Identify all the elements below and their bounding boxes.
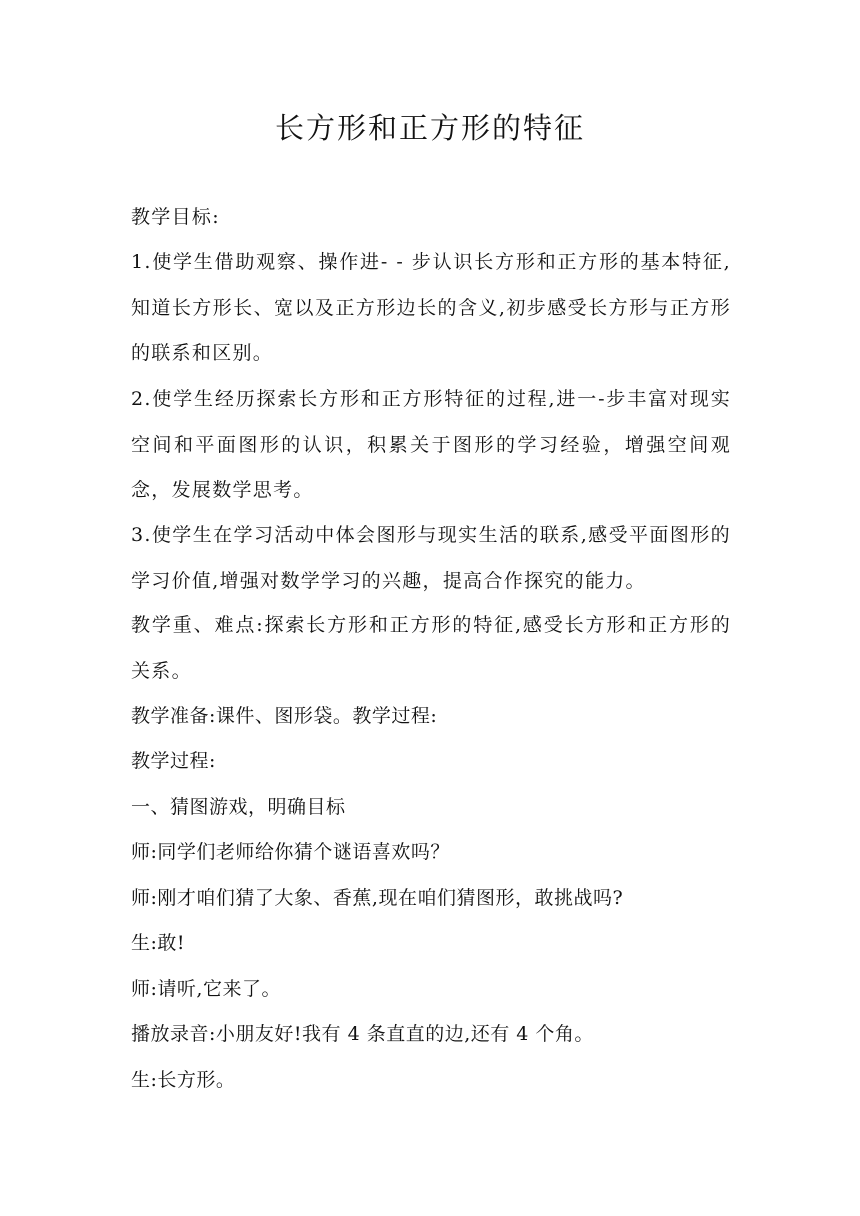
document-title: 长方形和正方形的特征 (274, 111, 585, 145)
objective-item-1: 1.使学生借助观察、操作进- - 步认识长方形和正方形的基本特征,知道长方形长、宽以及正方形边长的含义,初步感受长方形与正方形的联系和区别。 (131, 251, 731, 364)
dialogue-line: 生:长方形。 (131, 1069, 236, 1091)
key-points: 教学重、难点:探索长方形和正方形的特征,感受长方形和正方形的关系。 (131, 614, 731, 682)
dialogue-line: 师:刚才咱们猜了大象、香蕉,现在咱们猜图形，敢挑战吗? (131, 887, 624, 909)
section-heading-1: 一、猜图游戏，明确目标 (131, 796, 346, 818)
dialogue-line: 师:同学们老师给你猜个谜语喜欢吗？ (131, 841, 450, 863)
dialogue-line: 生:敢! (131, 932, 186, 954)
objective-item-2: 2.使学生经历探索长方形和正方形特征的过程,进一-步丰富对现实空间和平面图形的认识，积累关于图形的学习经验，增强空间观念，发展数学思考。 (131, 388, 731, 501)
preparation: 教学准备:课件、图形袋。教学过程: (131, 705, 438, 727)
dialogue-line: 师:请听,它来了。 (131, 978, 281, 1000)
objective-item-3: 3.使学生在学习活动中体会图形与现实生活的联系,感受平面图形的学习价值,增强对数学学习的兴趣，提高合作探究的能力。 (131, 524, 731, 592)
dialogue-line: 播放录音:小朋友好!我有 4 条直直的边,还有 4 个角。 (131, 1023, 594, 1045)
objectives-heading: 教学目标: (131, 206, 220, 228)
process-heading: 教学过程: (131, 750, 216, 772)
